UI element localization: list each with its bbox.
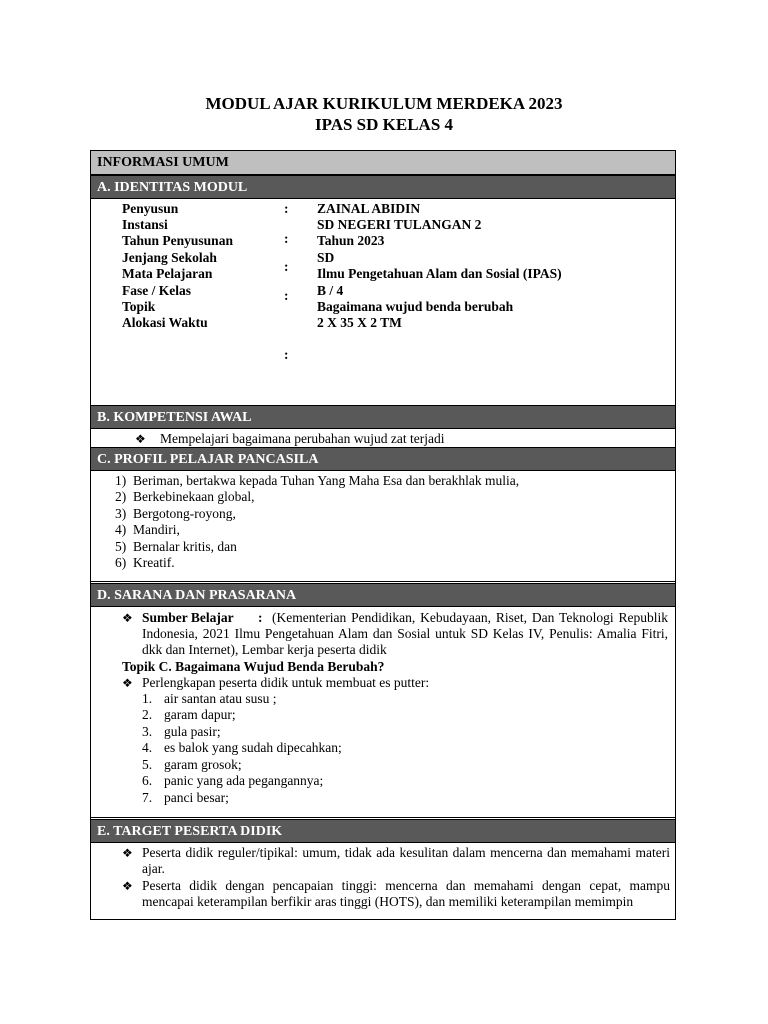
sumber-belajar-text: (Kementerian Pendidikan, Kebudayaan, Riset, Dan Teknologi Republik: [272, 610, 668, 625]
list-item: panic yang ada pegangannya;: [164, 773, 324, 788]
bullet-icon: ❖: [122, 611, 133, 625]
profil-pelajar-header: C. PROFIL PELAJAR PANCASILA: [91, 447, 675, 471]
list-number: 3): [115, 506, 127, 521]
bullet-icon: ❖: [122, 676, 133, 690]
list-item: gula pasir;: [164, 724, 221, 739]
label-instansi: Instansi: [122, 217, 168, 232]
bullet-icon: ❖: [135, 432, 146, 446]
list-item: Mandiri,: [133, 522, 180, 537]
label-tahun-penyusunan: Tahun Penyusunan: [122, 233, 233, 248]
sumber-belajar-text: Indonesia, 2021 Ilmu Pengetahuan Alam dan Sosial untuk SD Kelas IV, Penulis: Amalia Fitri,: [142, 626, 668, 641]
list-item: Kreatif.: [133, 555, 175, 570]
target-item-text: Peserta didik reguler/tipikal: umum, tidak ada kesulitan dalam mencerna dan memahami materi: [142, 845, 670, 860]
list-number: 4.: [142, 740, 153, 755]
target-peserta-header: E. TARGET PESERTA DIDIK: [91, 819, 675, 843]
topik-heading: Topik C. Bagaimana Wujud Benda Berubah?: [122, 659, 385, 674]
value-mata-pelajaran: Ilmu Pengetahuan Alam dan Sosial (IPAS): [317, 266, 562, 281]
list-item: garam dapur;: [164, 707, 236, 722]
label-alokasi-waktu: Alokasi Waktu: [122, 315, 208, 330]
list-number: 1.: [142, 691, 153, 706]
colon: :: [284, 231, 289, 246]
sarana-prasarana-header: D. SARANA DAN PRASARANA: [91, 583, 675, 607]
list-number: 3.: [142, 724, 153, 739]
kompetensi-awal-header: B. KOMPETENSI AWAL: [91, 405, 675, 429]
kompetensi-item: Mempelajari bagaimana perubahan wujud zat terjadi: [160, 431, 445, 446]
list-item: garam grosok;: [164, 757, 242, 772]
list-number: 5.: [142, 757, 153, 772]
list-item: Bernalar kritis, dan: [133, 539, 237, 554]
list-number: 2.: [142, 707, 153, 722]
colon: :: [284, 288, 289, 303]
value-alokasi-waktu: 2 X 35 X 2 TM: [317, 315, 402, 330]
label-fase-kelas: Fase / Kelas: [122, 283, 191, 298]
divider: [91, 817, 675, 818]
label-jenjang-sekolah: Jenjang Sekolah: [122, 250, 217, 265]
value-instansi: SD NEGERI TULANGAN 2: [317, 217, 482, 232]
list-item: es balok yang sudah dipecahkan;: [164, 740, 342, 755]
module-table: [90, 150, 676, 920]
value-fase-kelas: B / 4: [317, 283, 344, 298]
list-number: 6.: [142, 773, 153, 788]
target-item-text: ajar.: [142, 861, 165, 876]
label-penyusun: Penyusun: [122, 201, 179, 216]
list-number: 7.: [142, 790, 153, 805]
list-number: 5): [115, 539, 127, 554]
bullet-icon: ❖: [122, 846, 133, 860]
list-item: Berkebinekaan global,: [133, 489, 255, 504]
colon: :: [258, 610, 263, 625]
value-topik: Bagaimana wujud benda berubah: [317, 299, 514, 314]
document-title: MODUL AJAR KURIKULUM MERDEKA 2023: [205, 94, 563, 113]
value-penyusun: ZAINAL ABIDIN: [317, 201, 421, 216]
sumber-belajar-label: Sumber Belajar: [142, 610, 234, 625]
informasi-umum-header: INFORMASI UMUM: [91, 151, 675, 175]
target-item-text: Peserta didik dengan pencapaian tinggi: mencerna dan memahami dengan cepat, mampu: [142, 878, 670, 893]
label-mata-pelajaran: Mata Pelajaran: [122, 266, 213, 281]
value-tahun-penyusunan: Tahun 2023: [317, 233, 385, 248]
identitas-modul-header: A. IDENTITAS MODUL: [91, 175, 675, 199]
colon: :: [284, 201, 289, 216]
perlengkapan-text: Perlengkapan peserta didik untuk membuat es putter:: [142, 675, 430, 690]
list-item: air santan atau susu ;: [164, 691, 277, 706]
sumber-belajar-text: dkk dan Internet), Lembar kerja peserta didik: [142, 642, 387, 657]
list-item: panci besar;: [164, 790, 229, 805]
list-item: Bergotong-royong,: [133, 506, 236, 521]
label-topik: Topik: [122, 299, 156, 314]
bullet-icon: ❖: [122, 879, 133, 893]
colon: :: [284, 259, 289, 274]
list-number: 2): [115, 489, 127, 504]
colon: :: [284, 347, 289, 362]
divider: [91, 581, 675, 582]
list-item: Beriman, bertakwa kepada Tuhan Yang Maha Esa dan berakhlak mulia,: [133, 473, 520, 488]
list-number: 1): [115, 473, 127, 488]
list-number: 4): [115, 522, 127, 537]
document-subtitle: IPAS SD KELAS 4: [314, 115, 454, 134]
list-number: 6): [115, 555, 127, 570]
target-item-text: mencapai keterampilan berfikir aras tinggi (HOTS), dan memiliki keterampilan memimpin: [142, 894, 634, 909]
value-jenjang-sekolah: SD: [317, 250, 335, 265]
